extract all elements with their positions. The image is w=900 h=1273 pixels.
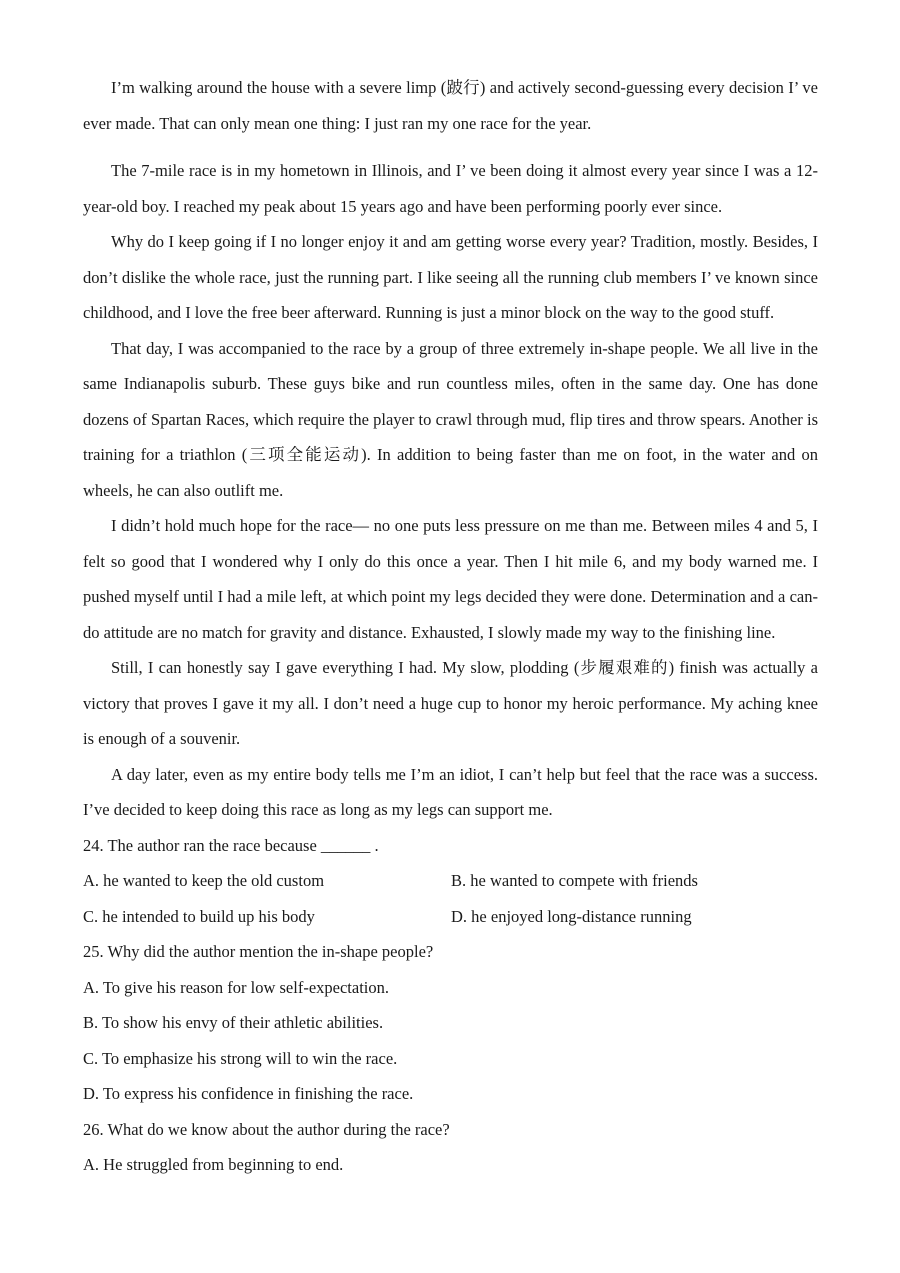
passage-paragraph-2: The 7-mile race is in my hometown in Illinois, and I’ ve been doing it almost every year since I was a 12-year-old boy. I reached my peak about 15 years ago and have been performing poorly ever since. <box>83 161 818 216</box>
questions-section <box>83 828 818 1183</box>
question-25-option-c: C. To emphasize his strong will to win the race. <box>83 1048 398 1068</box>
passage-paragraph-7: A day later, even as my entire body tells me I’m an idiot, I can’t help but feel that the race was a success. I’ve decided to keep doing this race as long as my legs can support me. <box>83 764 818 819</box>
question-24-option-c: C. he intended to build up his body <box>83 906 315 926</box>
question-25-option-a: A. To give his reason for low self-expectation. <box>83 977 389 997</box>
question-24-stem: 24. The author ran the race because ______ . <box>83 835 379 855</box>
question-24-option-b: B. he wanted to compete with friends <box>451 871 698 890</box>
question-24-option-d: D. he enjoyed long-distance running <box>451 906 692 926</box>
question-24-option-a: A. he wanted to keep the old custom <box>83 871 325 890</box>
reading-passage <box>83 70 818 828</box>
passage-paragraph-3: Why do I keep going if I no longer enjoy it and am getting worse every year? Tradition, mostly. Besides, I don’t dislike the whole race, just the running part. I like seeing all the running club members I’ ve known since childhood, and I love the free beer afterward. Running is just a minor block on the way to the good stuff. <box>83 232 818 322</box>
passage-paragraph-6: Still, I can honestly say I gave everything I had. My slow, plodding (步履艰难的) finish was actually a victory that proves I gave it my all. I don’t need a huge cup to honor my heroic performance. My aching knee is enough of a souvenir. <box>83 658 818 748</box>
question-24-options-row-1 <box>83 863 818 899</box>
passage-paragraph-1: I’m walking around the house with a severe limp (跛行) and actively second-guessing every decision I’ ve ever made. That can only mean one thing: I just ran my one race for the year. <box>83 78 818 133</box>
question-26-option-a: A. He struggled from beginning to end. <box>83 1155 344 1174</box>
question-25-stem: 25. Why did the author mention the in-shape people? <box>83 942 434 961</box>
question-25-option-d: D. To express his confidence in finishing the race. <box>83 1084 414 1103</box>
question-24-options-row-2 <box>83 899 818 935</box>
question-25-option-b: B. To show his envy of their athletic abilities. <box>83 1013 384 1032</box>
passage-paragraph-5: I didn’t hold much hope for the race— no one puts less pressure on me than me. Between miles 4 and 5, I felt so good that I wondered why I only do this once a year. Then I hit mile 6, and my body warned me. I pushed myself until I had a mile left, at which point my legs decided they were done. Determination and a can-do attitude are no match for gravity and distance. Exhausted, I slowly made my way to the finishing line. <box>83 516 818 642</box>
question-26-stem: 26. What do we know about the author during the race? <box>83 1119 450 1139</box>
passage-paragraph-4: That day, I was accompanied to the race by a group of three extremely in-shape people. We all live in the same Indianapolis suburb. These guys bike and run countless miles, often in the same day. One has done dozens of Spartan Races, which require the player to crawl through mud, flip tires and throw spears. Another is training for a triathlon (三项全能运动). In addition to being faster than me on foot, in the water and on wheels, he can also outlift me. <box>83 338 818 500</box>
